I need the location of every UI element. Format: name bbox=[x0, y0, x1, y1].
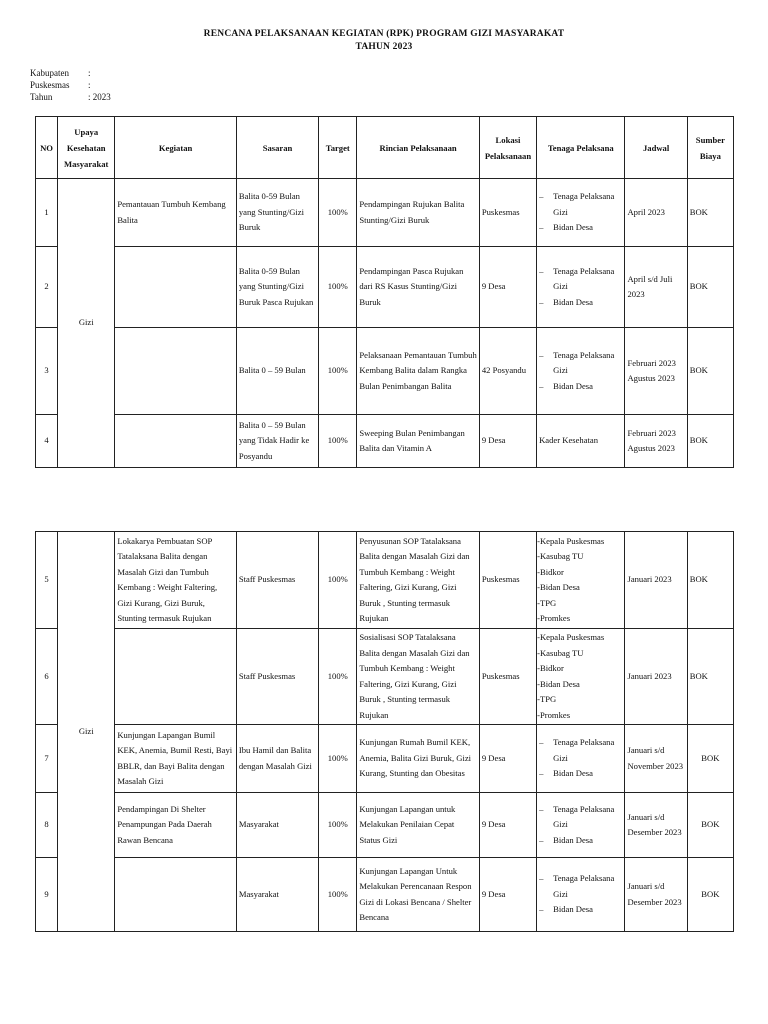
puskesmas-label: Puskesmas bbox=[30, 80, 70, 90]
kegiatan-cell bbox=[115, 629, 237, 725]
table-row bbox=[36, 858, 734, 932]
target-cell: 100% bbox=[319, 415, 357, 468]
tenaga-item: – Bidan Desa bbox=[539, 220, 622, 236]
rincian-cell: Penyusunan SOP Tatalaksana Balita dengan Masalah Gizi dan Tumbuh Kembang : Weight Faltering, Gizi Kurang, Gizi Buruk , Stunting termasuk Rujukan bbox=[357, 532, 480, 629]
table-row bbox=[36, 793, 734, 858]
sasaran-cell: Balita 0 – 59 Bulan bbox=[236, 328, 318, 415]
tenaga-item: – Bidan Desa bbox=[539, 379, 622, 395]
kegiatan-cell: Pendampingan Di Shelter Penampungan Pada Daerah Rawan Bencana bbox=[115, 793, 237, 858]
sasaran-cell: Masyarakat bbox=[236, 793, 318, 858]
tenaga-cell bbox=[537, 725, 625, 793]
row-no: 3 bbox=[36, 328, 58, 415]
jadwal-cell: Januari s/d Desember 2023 bbox=[625, 793, 687, 858]
row-no: 8 bbox=[36, 793, 58, 858]
puskesmas-value: : bbox=[88, 80, 91, 90]
sumber-cell: BOK bbox=[687, 629, 733, 725]
row-no: 4 bbox=[36, 415, 58, 468]
lokasi-cell: 9 Desa bbox=[479, 793, 536, 858]
kegiatan-cell: Kunjungan Lapangan Bumil KEK, Anemia, Bumil Resti, Bayi BBLR, dan Bayi Balita dengan Masalah Gizi bbox=[115, 725, 237, 793]
jadwal-cell: April 2023 bbox=[625, 179, 687, 247]
tenaga-cell: Kader Kesehatan bbox=[537, 415, 625, 468]
table-row bbox=[36, 725, 734, 793]
tenaga-item: - TPG bbox=[537, 596, 622, 612]
lokasi-cell: 9 Desa bbox=[479, 725, 536, 793]
document-title: RENCANA PELAKSANAAN KEGIATAN (RPK) PROGRAM GIZI MASYARAKAT bbox=[203, 29, 565, 39]
lokasi-cell: 9 Desa bbox=[479, 858, 536, 932]
sasaran-cell: Staff Puskesmas bbox=[236, 629, 318, 725]
target-cell: 100% bbox=[319, 328, 357, 415]
target-cell: 100% bbox=[319, 629, 357, 725]
rpk-table-1 bbox=[35, 116, 734, 468]
sumber-cell: BOK bbox=[687, 793, 733, 858]
tenaga-cell bbox=[537, 179, 625, 247]
tenaga-item: - Bidan Desa bbox=[537, 677, 622, 693]
header-upaya: Upaya Kesehatan Masyarakat bbox=[58, 117, 115, 179]
sumber-cell: BOK bbox=[687, 415, 733, 468]
rincian-cell: Sweeping Bulan Penimbangan Balita dan Vitamin A bbox=[357, 415, 480, 468]
meta-kabupaten bbox=[30, 68, 91, 78]
tenaga-item: – Bidan Desa bbox=[539, 902, 622, 918]
row-no: 5 bbox=[36, 532, 58, 629]
tahun-value: : 2023 bbox=[88, 92, 111, 102]
row-no: 2 bbox=[36, 247, 58, 328]
row-no: 6 bbox=[36, 629, 58, 725]
jadwal-cell: Januari 2023 bbox=[625, 532, 687, 629]
lokasi-cell: Puskesmas bbox=[479, 179, 536, 247]
kabupaten-value: : bbox=[88, 68, 91, 78]
tenaga-item: – Bidan Desa bbox=[539, 766, 622, 782]
tenaga-item: – Tenaga Pelaksana Gizi bbox=[539, 189, 622, 220]
kegiatan-cell bbox=[115, 415, 237, 468]
sasaran-cell: Balita 0-59 Bulan yang Stunting/Gizi Buruk bbox=[236, 179, 318, 247]
jadwal-cell: Januari s/d Desember 2023 bbox=[625, 858, 687, 932]
sumber-cell: BOK bbox=[687, 532, 733, 629]
tenaga-item: - Bidkor bbox=[537, 661, 622, 677]
target-cell: 100% bbox=[319, 858, 357, 932]
kabupaten-label: Kabupaten bbox=[30, 68, 69, 78]
rincian-cell: Kunjungan Rumah Bumil KEK, Anemia, Balita Gizi Buruk, Gizi Kurang, Stunting dan Obesitas bbox=[357, 725, 480, 793]
tenaga-cell bbox=[537, 858, 625, 932]
tenaga-cell bbox=[537, 532, 625, 629]
rpk-table-2 bbox=[35, 531, 734, 932]
header-kegiatan: Kegiatan bbox=[115, 117, 237, 179]
header-sumber: Sumber Biaya bbox=[687, 117, 733, 179]
rincian-cell: Pendampingan Pasca Rujukan dari RS Kasus Stunting/Gizi Buruk bbox=[357, 247, 480, 328]
tenaga-item: - Promkes bbox=[537, 708, 622, 724]
sumber-cell: BOK bbox=[687, 247, 733, 328]
meta-tahun bbox=[30, 92, 111, 102]
rincian-cell: Kunjungan Lapangan Untuk Melakukan Perencanaan Respon Gizi di Lokasi Bencana / Shelter Bencana bbox=[357, 858, 480, 932]
sasaran-cell: Ibu Hamil dan Balita dengan Masalah Gizi bbox=[236, 725, 318, 793]
tenaga-item: - Bidkor bbox=[537, 565, 622, 581]
target-cell: 100% bbox=[319, 179, 357, 247]
tenaga-cell bbox=[537, 629, 625, 725]
table-header bbox=[36, 117, 734, 179]
jadwal-cell: Februari 2023 Agustus 2023 bbox=[625, 415, 687, 468]
sumber-cell: BOK bbox=[687, 858, 733, 932]
header-tenaga: Tenaga Pelaksana bbox=[537, 117, 625, 179]
tenaga-cell bbox=[537, 247, 625, 328]
row-no: 9 bbox=[36, 858, 58, 932]
sasaran-cell: Balita 0 – 59 Bulan yang Tidak Hadir ke Posyandu bbox=[236, 415, 318, 468]
tenaga-cell bbox=[537, 793, 625, 858]
tenaga-item: – Bidan Desa bbox=[539, 833, 622, 849]
rincian-cell: Kunjungan Lapangan untuk Melakukan Penilaian Cepat Status Gizi bbox=[357, 793, 480, 858]
tenaga-item: – Tenaga Pelaksana Gizi bbox=[539, 802, 622, 833]
header-jadwal: Jadwal bbox=[625, 117, 687, 179]
header-target: Target bbox=[319, 117, 357, 179]
lokasi-cell: 9 Desa bbox=[479, 247, 536, 328]
tahun-label: Tahun bbox=[30, 92, 53, 102]
tenaga-item: - Kepala Puskesmas bbox=[537, 630, 622, 646]
meta-puskesmas bbox=[30, 80, 91, 90]
sasaran-cell: Masyarakat bbox=[236, 858, 318, 932]
tenaga-item: – Tenaga Pelaksana Gizi bbox=[539, 348, 622, 379]
row-no: 7 bbox=[36, 725, 58, 793]
jadwal-cell: April s/d Juli 2023 bbox=[625, 247, 687, 328]
tenaga-item: - TPG bbox=[537, 692, 622, 708]
sasaran-cell: Staff Puskesmas bbox=[236, 532, 318, 629]
lokasi-cell: Puskesmas bbox=[479, 629, 536, 725]
header-sasaran: Sasaran bbox=[236, 117, 318, 179]
lokasi-cell: Puskesmas bbox=[479, 532, 536, 629]
tenaga-item: – Tenaga Pelaksana Gizi bbox=[539, 735, 622, 766]
tenaga-item: - Kasubag TU bbox=[537, 646, 622, 662]
upaya-cell: Gizi bbox=[58, 532, 115, 932]
tenaga-item: – Bidan Desa bbox=[539, 295, 622, 311]
kegiatan-cell bbox=[115, 247, 237, 328]
rincian-cell: Sosialisasi SOP Tatalaksana Balita dengan Masalah Gizi dan Tumbuh Kembang : Weight Faltering, Gizi Kurang, Gizi Buruk , Stunting termasuk Rujukan bbox=[357, 629, 480, 725]
tenaga-item: - Kasubag TU bbox=[537, 549, 622, 565]
header-rincian: Rincian Pelaksanaan bbox=[357, 117, 480, 179]
sumber-cell: BOK bbox=[687, 725, 733, 793]
upaya-cell: Gizi bbox=[58, 179, 115, 468]
kegiatan-cell bbox=[115, 858, 237, 932]
kegiatan-cell: Lokakarya Pembuatan SOP Tatalaksana Balita dengan Masalah Gizi dan Tumbuh Kembang : Weight Faltering, Gizi Kurang, Gizi Buruk, Stunting termasuk Rujukan bbox=[115, 532, 237, 629]
lokasi-cell: 9 Desa bbox=[479, 415, 536, 468]
sasaran-cell: Balita 0-59 Bulan yang Stunting/Gizi Buruk Pasca Rujukan bbox=[236, 247, 318, 328]
jadwal-cell: Januari s/d November 2023 bbox=[625, 725, 687, 793]
rincian-cell: Pelaksanaan Pemantauan Tumbuh Kembang Balita dalam Rangka Bulan Penimbangan Balita bbox=[357, 328, 480, 415]
header-no: NO bbox=[36, 117, 58, 179]
target-cell: 100% bbox=[319, 247, 357, 328]
target-cell: 100% bbox=[319, 793, 357, 858]
lokasi-cell: 42 Posyandu bbox=[479, 328, 536, 415]
tenaga-item: – Tenaga Pelaksana Gizi bbox=[539, 264, 622, 295]
sumber-cell: BOK bbox=[687, 328, 733, 415]
kegiatan-cell: Pemantauan Tumbuh Kembang Balita bbox=[115, 179, 237, 247]
table-row bbox=[36, 247, 734, 328]
tenaga-item: - Promkes bbox=[537, 611, 622, 627]
tenaga-cell bbox=[537, 328, 625, 415]
tenaga-item: – Tenaga Pelaksana Gizi bbox=[539, 871, 622, 902]
tenaga-item: - Kepala Puskesmas bbox=[537, 534, 622, 550]
table-row bbox=[36, 415, 734, 468]
target-cell: 100% bbox=[319, 532, 357, 629]
jadwal-cell: Januari 2023 bbox=[625, 629, 687, 725]
document-year: TAHUN 2023 bbox=[355, 42, 413, 52]
target-cell: 100% bbox=[319, 725, 357, 793]
kegiatan-cell bbox=[115, 328, 237, 415]
table-row bbox=[36, 629, 734, 725]
jadwal-cell: Februari 2023 Agustus 2023 bbox=[625, 328, 687, 415]
tenaga-item: - Bidan Desa bbox=[537, 580, 622, 596]
rincian-cell: Pendampingan Rujukan Balita Stunting/Gizi Buruk bbox=[357, 179, 480, 247]
table-row bbox=[36, 532, 734, 629]
header-lokasi: Lokasi Pelaksanaan bbox=[479, 117, 536, 179]
table-row bbox=[36, 328, 734, 415]
sumber-cell: BOK bbox=[687, 179, 733, 247]
table-row bbox=[36, 179, 734, 247]
row-no: 1 bbox=[36, 179, 58, 247]
